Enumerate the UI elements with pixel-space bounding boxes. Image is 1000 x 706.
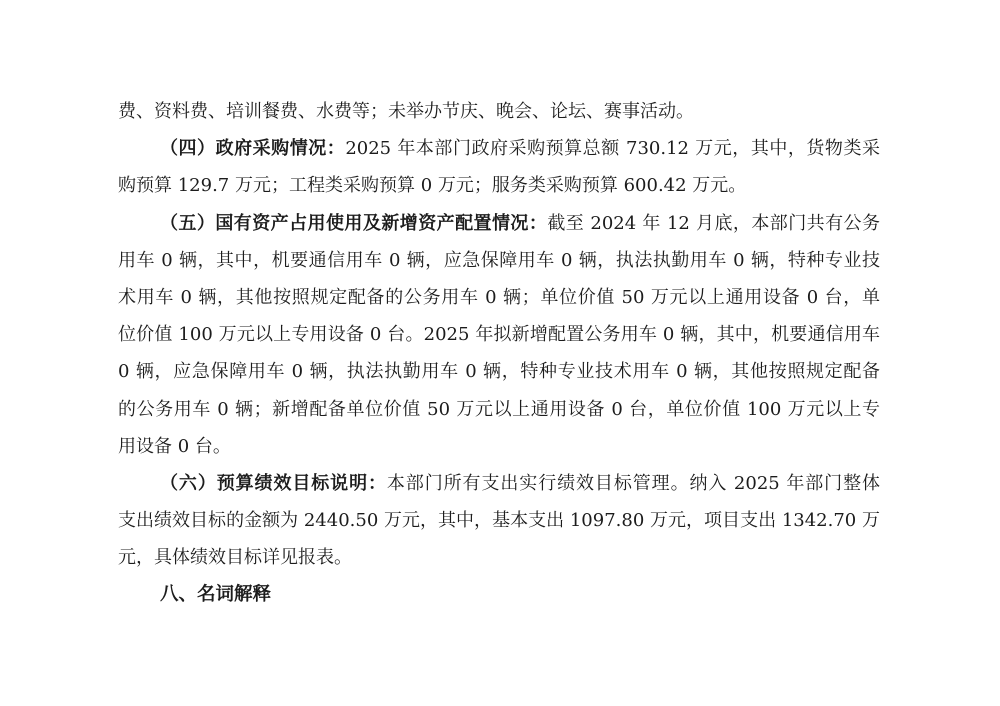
paragraph-line (118, 130, 880, 167)
section-title: 八、名词解释 (160, 584, 272, 606)
paragraph-line: 支出绩效目标的金额为 2440.50 万元，其中，基本支出 1097.80 万元，项目支出 1342.70 万 (118, 510, 880, 532)
paragraph-line: 用设备 0 台。 (118, 435, 231, 457)
subsection-heading-procurement: （四）政府采购情况： (160, 138, 346, 160)
document-body (118, 93, 880, 614)
paragraph-text: 本部门所有支出实行绩效目标管理。纳入 2025 年部门整体 (386, 472, 880, 494)
paragraph-line: 元，具体绩效目标详见报表。 (118, 547, 352, 569)
paragraph-text: 截至 2024 年 12 月底，本部门共有公务 (547, 212, 880, 234)
subsection-heading-assets: （五）国有资产占用使用及新增资产配置情况： (160, 212, 548, 234)
paragraph-line (118, 205, 880, 242)
paragraph-line: 0 辆，应急保障用车 0 辆，执法执勤用车 0 辆，特种专业技术用车 0 辆，其他按照规定配备 (118, 361, 880, 383)
paragraph-line: 的公务用车 0 辆；新增配备单位价值 50 万元以上通用设备 0 台，单位价值 100 万元以上专 (118, 398, 880, 420)
paragraph-line (118, 465, 880, 502)
paragraph-text: 2025 年本部门政府采购预算总额 730.12 万元，其中，货物类采 (345, 138, 880, 160)
paragraph-line: 用车 0 辆，其中，机要通信用车 0 辆，应急保障用车 0 辆，执法执勤用车 0 辆，特种专业技 (118, 249, 880, 271)
paragraph-line: 位价值 100 万元以上专用设备 0 台。2025 年拟新增配置公务用车 0 辆，其中，机要通信用车 (118, 324, 880, 346)
paragraph-line: 费、资料费、培训餐费、水费等；未举办节庆、晚会、论坛、赛事活动。 (118, 101, 694, 122)
paragraph-line: 术用车 0 辆，其他按照规定配备的公务用车 0 辆；单位价值 50 万元以上通用设备 0 台，单 (118, 286, 880, 308)
paragraph-line: 购预算 129.7 万元；工程类采购预算 0 万元；服务类采购预算 600.42 万元。 (118, 175, 747, 197)
subsection-heading-performance: （六）预算绩效目标说明： (160, 472, 387, 494)
